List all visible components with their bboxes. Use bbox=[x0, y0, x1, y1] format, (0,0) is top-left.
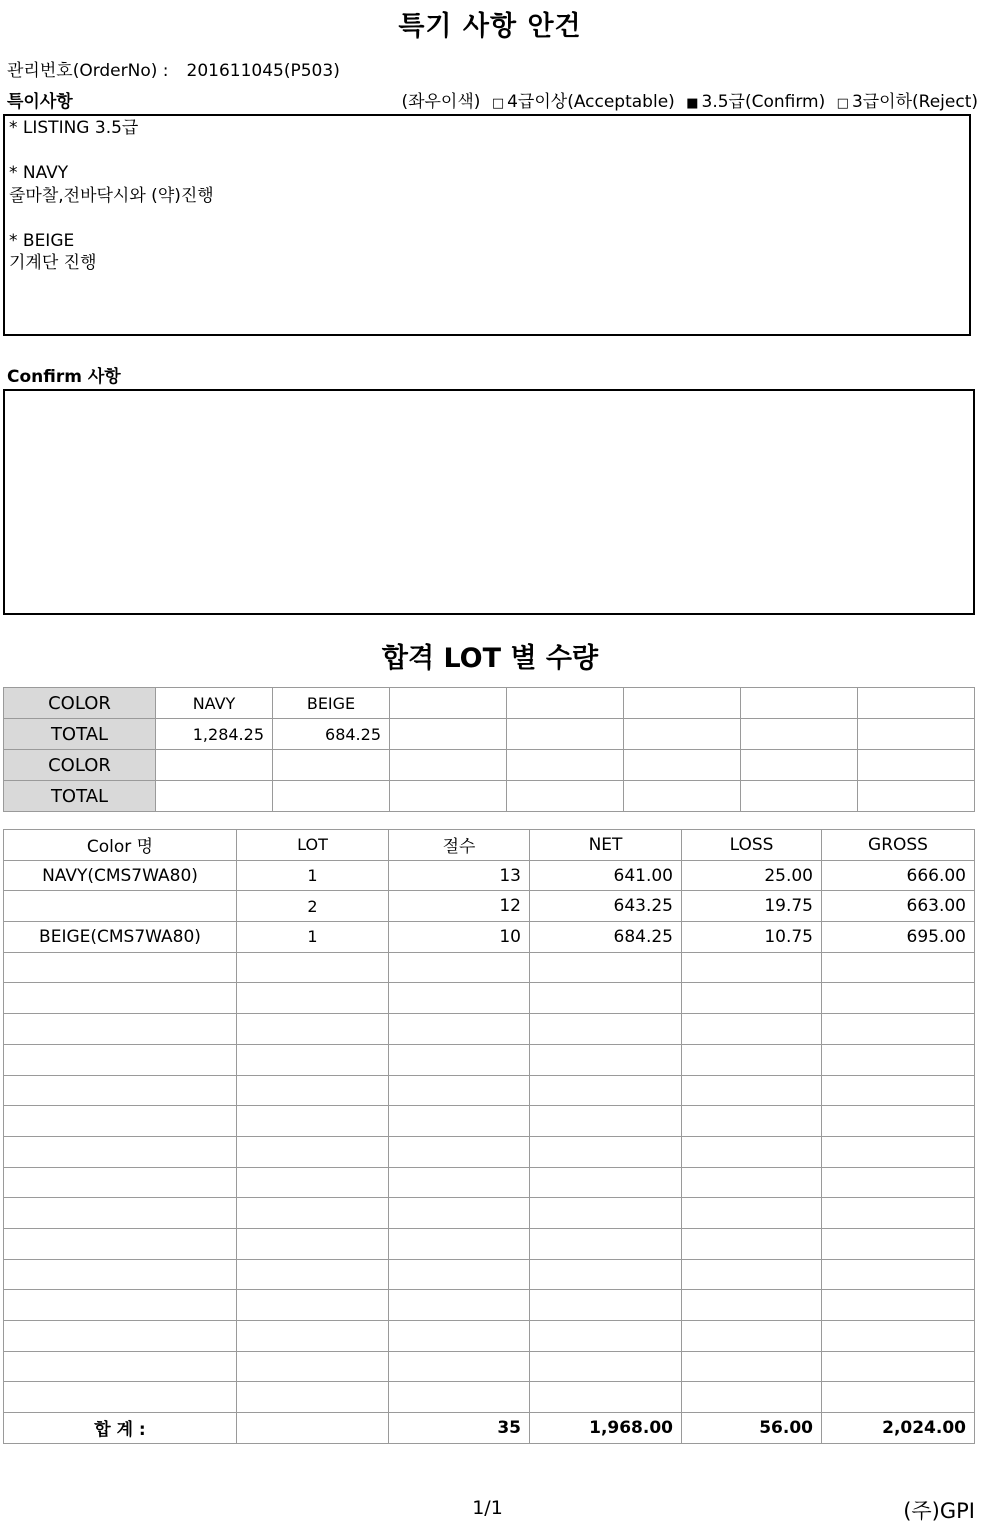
empty-cell bbox=[390, 688, 507, 719]
color-name-cell: NAVY(CMS7WA80) bbox=[4, 860, 237, 891]
empty-cell bbox=[682, 1044, 822, 1075]
note-line: 줄마찰,전바닥시와 (약)진행 bbox=[9, 185, 214, 206]
grade-option-reject: □ 3급이하(Reject) bbox=[836, 92, 978, 112]
empty-table-row bbox=[4, 1259, 975, 1290]
empty-cell bbox=[4, 983, 237, 1014]
grade-checkbox-icon: ■ bbox=[686, 96, 699, 111]
net-cell: 641.00 bbox=[530, 860, 682, 891]
page-number: 1/1 bbox=[472, 1497, 503, 1519]
empty-cell bbox=[389, 1167, 530, 1198]
empty-table-row bbox=[4, 1044, 975, 1075]
lot-cell: 1 bbox=[237, 860, 389, 891]
empty-cell bbox=[822, 1014, 975, 1045]
empty-cell bbox=[624, 688, 741, 719]
empty-cell bbox=[237, 1106, 389, 1137]
empty-cell bbox=[822, 1351, 975, 1382]
empty-cell bbox=[389, 1290, 530, 1321]
empty-cell bbox=[389, 1321, 530, 1352]
empty-cell bbox=[390, 781, 507, 812]
empty-cell bbox=[858, 750, 975, 781]
empty-cell bbox=[741, 688, 858, 719]
empty-table-row bbox=[4, 1136, 975, 1167]
empty-cell bbox=[822, 1136, 975, 1167]
empty-cell bbox=[4, 1290, 237, 1321]
empty-cell bbox=[156, 781, 273, 812]
table-row bbox=[4, 781, 975, 812]
empty-cell bbox=[273, 781, 390, 812]
loss-cell: 19.75 bbox=[682, 891, 822, 922]
empty-cell bbox=[4, 1106, 237, 1137]
color-name-cell bbox=[4, 891, 237, 922]
empty-cell bbox=[530, 1228, 682, 1259]
empty-table-row bbox=[4, 1290, 975, 1321]
empty-cell bbox=[741, 750, 858, 781]
empty-cell bbox=[4, 1075, 237, 1106]
empty-cell bbox=[682, 1167, 822, 1198]
empty-cell bbox=[507, 781, 624, 812]
column-header: LOT bbox=[237, 830, 389, 861]
empty-cell bbox=[741, 781, 858, 812]
table-row bbox=[4, 860, 975, 891]
empty-cell bbox=[4, 1014, 237, 1045]
empty-table-row bbox=[4, 1014, 975, 1045]
empty-cell bbox=[682, 1014, 822, 1045]
empty-cell bbox=[4, 952, 237, 983]
empty-cell bbox=[4, 1044, 237, 1075]
count-cell: 13 bbox=[389, 860, 530, 891]
empty-cell bbox=[682, 1106, 822, 1137]
empty-cell bbox=[530, 1351, 682, 1382]
empty-cell bbox=[682, 1290, 822, 1321]
lot-detail-table bbox=[3, 829, 975, 1444]
empty-cell bbox=[389, 1198, 530, 1229]
column-header: 절수 bbox=[389, 830, 530, 861]
table-row bbox=[4, 719, 975, 750]
empty-cell bbox=[822, 1106, 975, 1137]
grade-checkbox-icon: □ bbox=[836, 96, 849, 111]
row-label: COLOR bbox=[4, 750, 156, 781]
empty-cell bbox=[4, 1198, 237, 1229]
row-label: TOTAL bbox=[4, 719, 156, 750]
empty-cell bbox=[682, 1321, 822, 1352]
empty-cell bbox=[156, 750, 273, 781]
empty-cell bbox=[858, 719, 975, 750]
special-notes-box bbox=[3, 114, 971, 336]
total-lot-cell bbox=[237, 1413, 389, 1444]
empty-cell bbox=[237, 1321, 389, 1352]
empty-cell bbox=[237, 1075, 389, 1106]
note-line: * BEIGE bbox=[9, 230, 75, 251]
count-cell: 10 bbox=[389, 922, 530, 953]
empty-cell bbox=[822, 1382, 975, 1413]
table-row bbox=[4, 688, 975, 719]
grade-option-acceptable: □ 4급이상(Acceptable) bbox=[491, 92, 675, 112]
table-total-row bbox=[4, 1413, 975, 1444]
confirm-box bbox=[3, 389, 975, 615]
empty-cell bbox=[530, 1321, 682, 1352]
empty-cell bbox=[682, 1136, 822, 1167]
note-line: * NAVY bbox=[9, 163, 69, 183]
empty-cell bbox=[4, 1167, 237, 1198]
empty-table-row bbox=[4, 1351, 975, 1382]
note-line bbox=[9, 207, 965, 230]
note-line bbox=[9, 140, 965, 163]
empty-table-row bbox=[4, 1167, 975, 1198]
empty-cell bbox=[858, 688, 975, 719]
empty-cell bbox=[530, 1106, 682, 1137]
empty-cell bbox=[389, 952, 530, 983]
empty-cell bbox=[822, 1290, 975, 1321]
empty-cell bbox=[858, 781, 975, 812]
empty-cell bbox=[682, 1228, 822, 1259]
empty-cell bbox=[682, 1259, 822, 1290]
empty-cell bbox=[4, 1136, 237, 1167]
empty-cell bbox=[390, 750, 507, 781]
empty-cell bbox=[530, 1044, 682, 1075]
color-cell: NAVY bbox=[156, 688, 273, 719]
empty-cell bbox=[237, 1198, 389, 1229]
empty-table-row bbox=[4, 1106, 975, 1137]
empty-cell bbox=[822, 983, 975, 1014]
gross-cell: 663.00 bbox=[822, 891, 975, 922]
empty-cell bbox=[530, 1167, 682, 1198]
document-title: 특기 사항 안건 bbox=[398, 11, 582, 42]
empty-table-row bbox=[4, 1382, 975, 1413]
order-number bbox=[7, 56, 340, 81]
row-label: COLOR bbox=[4, 688, 156, 719]
note-line: 기계단 진행 bbox=[9, 253, 97, 273]
empty-table-row bbox=[4, 983, 975, 1014]
empty-cell bbox=[822, 1259, 975, 1290]
empty-table-row bbox=[4, 1321, 975, 1352]
total-count-cell: 35 bbox=[389, 1413, 530, 1444]
empty-cell bbox=[530, 952, 682, 983]
empty-cell bbox=[389, 1228, 530, 1259]
empty-cell bbox=[389, 983, 530, 1014]
empty-cell bbox=[530, 1075, 682, 1106]
empty-cell bbox=[237, 1136, 389, 1167]
empty-cell bbox=[624, 750, 741, 781]
empty-cell bbox=[530, 983, 682, 1014]
empty-cell bbox=[237, 952, 389, 983]
empty-cell bbox=[741, 719, 858, 750]
empty-cell bbox=[389, 1136, 530, 1167]
empty-cell bbox=[822, 1228, 975, 1259]
total-loss-cell: 56.00 bbox=[682, 1413, 822, 1444]
empty-cell bbox=[389, 1351, 530, 1382]
empty-cell bbox=[682, 1198, 822, 1229]
lot-cell: 1 bbox=[237, 922, 389, 953]
color-name-cell: BEIGE(CMS7WA80) bbox=[4, 922, 237, 953]
table-header-row bbox=[4, 830, 975, 861]
empty-table-row bbox=[4, 1075, 975, 1106]
lot-cell: 2 bbox=[237, 891, 389, 922]
total-label: 합 계 : bbox=[4, 1413, 237, 1444]
empty-cell bbox=[4, 1228, 237, 1259]
empty-cell bbox=[389, 1106, 530, 1137]
order-value: 201611045(P503) bbox=[186, 61, 340, 81]
empty-cell bbox=[237, 1228, 389, 1259]
empty-cell bbox=[822, 1198, 975, 1229]
empty-cell bbox=[237, 1259, 389, 1290]
empty-cell bbox=[4, 1382, 237, 1413]
empty-cell bbox=[530, 1136, 682, 1167]
color-cell: BEIGE bbox=[273, 688, 390, 719]
empty-cell bbox=[682, 952, 822, 983]
color-total-summary-table bbox=[3, 687, 975, 812]
empty-cell bbox=[530, 1198, 682, 1229]
total-gross-cell: 2,024.00 bbox=[822, 1413, 975, 1444]
empty-cell bbox=[4, 1321, 237, 1352]
empty-cell bbox=[682, 1351, 822, 1382]
column-header: GROSS bbox=[822, 830, 975, 861]
empty-cell bbox=[390, 719, 507, 750]
empty-cell bbox=[237, 1290, 389, 1321]
company-name: (주)GPI bbox=[903, 1499, 975, 1523]
column-header: Color 명 bbox=[4, 830, 237, 861]
empty-cell bbox=[4, 1351, 237, 1382]
loss-cell: 10.75 bbox=[682, 922, 822, 953]
count-cell: 12 bbox=[389, 891, 530, 922]
empty-cell bbox=[389, 1075, 530, 1106]
empty-cell bbox=[237, 1382, 389, 1413]
gross-cell: 695.00 bbox=[822, 922, 975, 953]
empty-table-row bbox=[4, 1228, 975, 1259]
total-cell: 1,284.25 bbox=[156, 719, 273, 750]
grade-option-confirm: ■ 3.5급(Confirm) bbox=[686, 92, 826, 112]
order-label: 관리번호(OrderNo) : bbox=[7, 61, 169, 81]
table-row bbox=[4, 891, 975, 922]
net-cell: 684.25 bbox=[530, 922, 682, 953]
empty-cell bbox=[822, 1167, 975, 1198]
lot-section-title: 합격 LOT 별 수량 bbox=[381, 643, 599, 674]
column-header: LOSS bbox=[682, 830, 822, 861]
grade-checkbox-icon: □ bbox=[491, 96, 505, 111]
empty-table-row bbox=[4, 1198, 975, 1229]
total-cell: 684.25 bbox=[273, 719, 390, 750]
empty-cell bbox=[237, 1351, 389, 1382]
empty-cell bbox=[624, 719, 741, 750]
empty-cell bbox=[530, 1259, 682, 1290]
empty-cell bbox=[530, 1014, 682, 1045]
empty-cell bbox=[237, 1044, 389, 1075]
empty-cell bbox=[389, 1382, 530, 1413]
empty-cell bbox=[682, 1075, 822, 1106]
note-line: * LISTING 3.5급 bbox=[9, 118, 139, 138]
empty-cell bbox=[682, 1382, 822, 1413]
empty-cell bbox=[682, 983, 822, 1014]
row-label: TOTAL bbox=[4, 781, 156, 812]
empty-cell bbox=[237, 1014, 389, 1045]
empty-cell bbox=[507, 719, 624, 750]
empty-cell bbox=[530, 1290, 682, 1321]
loss-cell: 25.00 bbox=[682, 860, 822, 891]
empty-cell bbox=[237, 1167, 389, 1198]
empty-cell bbox=[4, 1259, 237, 1290]
empty-cell bbox=[507, 688, 624, 719]
table-row bbox=[4, 750, 975, 781]
special-notes-label: 특이사항 bbox=[7, 92, 73, 112]
empty-cell bbox=[822, 1044, 975, 1075]
column-header: NET bbox=[530, 830, 682, 861]
empty-cell bbox=[389, 1259, 530, 1290]
confirm-label: Confirm 사항 bbox=[7, 367, 121, 387]
empty-cell bbox=[822, 1075, 975, 1106]
grade-options bbox=[401, 87, 978, 112]
table-row bbox=[4, 922, 975, 953]
empty-cell bbox=[389, 1044, 530, 1075]
net-cell: 643.25 bbox=[530, 891, 682, 922]
empty-cell bbox=[237, 983, 389, 1014]
empty-cell bbox=[530, 1382, 682, 1413]
total-net-cell: 1,968.00 bbox=[530, 1413, 682, 1444]
empty-table-row bbox=[4, 952, 975, 983]
empty-cell bbox=[507, 750, 624, 781]
empty-cell bbox=[273, 750, 390, 781]
grade-prefix: (좌우이색) bbox=[401, 92, 481, 112]
empty-cell bbox=[822, 1321, 975, 1352]
empty-cell bbox=[624, 781, 741, 812]
gross-cell: 666.00 bbox=[822, 860, 975, 891]
empty-cell bbox=[822, 952, 975, 983]
empty-cell bbox=[389, 1014, 530, 1045]
